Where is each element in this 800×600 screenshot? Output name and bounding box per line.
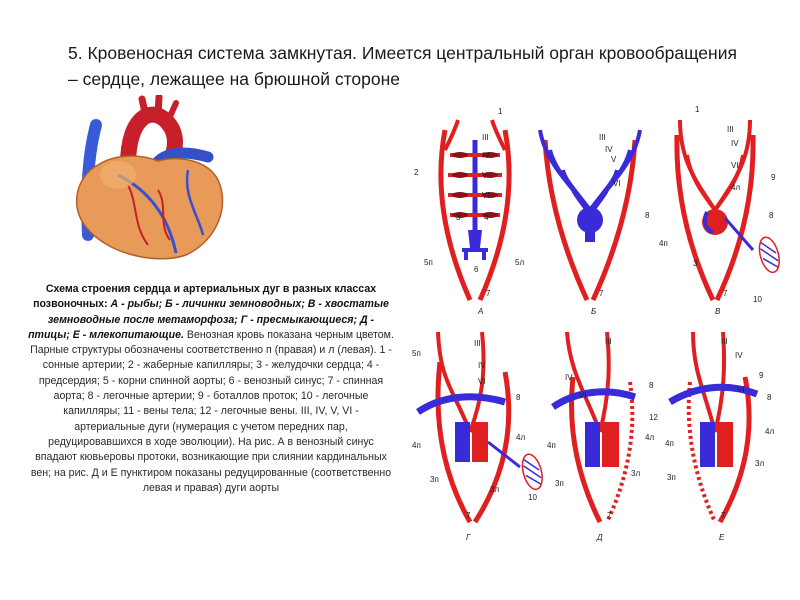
label-vi: VI [737, 385, 745, 394]
label-4l: 4л [765, 427, 775, 436]
label-7: 7 [486, 289, 491, 298]
label-4p: 4п [547, 441, 556, 450]
label-vi: VI [579, 391, 587, 400]
label-4l: 4л [645, 433, 655, 442]
label-5p: 5п [424, 258, 433, 267]
panel-letter: Б [591, 307, 597, 316]
label-9: 9 [771, 173, 776, 182]
label-7: 7 [599, 289, 604, 298]
label-1: 1 [695, 105, 700, 114]
label-10: 10 [528, 493, 537, 502]
label-iii: III [605, 337, 612, 346]
label-iv: IV [731, 139, 739, 148]
panel-letter: Д [597, 533, 603, 542]
label-7: 7 [723, 289, 728, 298]
label-12: 12 [649, 413, 658, 422]
label-4l: 4л [731, 183, 741, 192]
label-8: 8 [645, 211, 650, 220]
label-5l: 5л [515, 258, 525, 267]
label-iv: IV [482, 151, 490, 160]
slide-title: 5. Кровеносная система замкнутая. Имеется центральный орган кровообращения – сердце, лежащее на брюшной стороне [68, 43, 737, 89]
label-7: 7 [721, 511, 726, 520]
label-3l: 3л [631, 469, 641, 478]
label-iv: IV [735, 351, 743, 360]
panel-a-fish [410, 100, 540, 320]
label-4p: 4п [665, 439, 674, 448]
label-3p: 3п [667, 473, 676, 482]
label-v: V [482, 171, 488, 180]
label-9: 9 [759, 371, 764, 380]
label-10: 10 [753, 295, 762, 304]
label-iii: III [721, 337, 728, 346]
label-4p: 4п [659, 239, 668, 248]
label-iv: IV [565, 373, 573, 382]
caption-body: Венозная кровь показана черным цветом. Парные структуры обозначены соответственно п (правая) и л (левая). 1 - сонные артерии; 2 - жаберные капилляры; 3 - желудочки сердца; 4 - предсердия; 5 - корни спинной аорты; 6 - венозный синус; 7 - спинная аорта; 8 - легочные артерии; 9 - боталлов проток; 10 - легочные капилляры; 11 - вены тела; 12 - легочные вены. III, IV, V, VI - артериальные дуги (нумерация с учетом передних пар, редуцировавшихся в ходе эволюции). На рис. А в венозный синус впадают кювьеровы протоки, возникающие при слиянии кардинальных вен; на рис. Д и Е пунктиром показаны редуцированные (соответственно левая и правая) дуги аорты [30, 328, 394, 494]
panel-g-reptiles [410, 322, 550, 547]
panel-letter: Е [719, 533, 725, 542]
label-3p: 3п [555, 479, 564, 488]
label-8: 8 [516, 393, 521, 402]
panel-letter: Г [466, 533, 471, 542]
label-4p: 4п [412, 441, 421, 450]
label-iii: III [727, 125, 734, 134]
label-vi: VI [731, 161, 739, 170]
label-2: 2 [414, 168, 419, 177]
label-3l: 3л [755, 459, 765, 468]
label-4: 4 [484, 213, 489, 222]
heart-illustration [58, 95, 248, 267]
label-vi: VI [482, 191, 490, 200]
label-iv: IV [478, 361, 486, 370]
label-5p: 5п [412, 349, 421, 358]
label-v: V [611, 155, 617, 164]
panel-letter: В [715, 307, 721, 316]
label-3: 3 [456, 213, 461, 222]
label-8: 8 [767, 393, 772, 402]
caption-lead: Схема строения сердца и артериальных дуг в разных классах позвоночных: [33, 283, 377, 311]
panel-d-birds [545, 322, 665, 547]
label-8: 8 [769, 211, 774, 220]
label-iii: III [474, 339, 481, 348]
label-3p: 3п [430, 475, 439, 484]
label-1: 1 [498, 107, 503, 116]
label-iii: III [482, 133, 489, 142]
panel-b-larvae [525, 100, 655, 320]
panel-v-tailed-amphibians [655, 100, 790, 320]
label-iv: IV [605, 145, 613, 154]
caption-classes: А - рыбы; Б - личинки земноводных; В - хвостатые земноводные после метаморфоза; Г - пресмыкающиеся; Д - птицы; Е - млекопитающие. [28, 298, 389, 341]
figure-caption [28, 282, 394, 496]
panel-letter: А [478, 307, 484, 316]
label-4l: 4л [516, 433, 526, 442]
label-3l: 3л [490, 485, 500, 494]
panel-e-mammals [665, 322, 790, 547]
label-7: 7 [607, 511, 612, 520]
label-7: 7 [466, 511, 471, 520]
label-3: 3 [693, 259, 698, 268]
label-8: 8 [649, 381, 654, 390]
label-iii: III [599, 133, 606, 142]
label-vi: VI [478, 377, 486, 386]
label-6: 6 [474, 265, 479, 274]
label-vi: VI [613, 179, 621, 188]
